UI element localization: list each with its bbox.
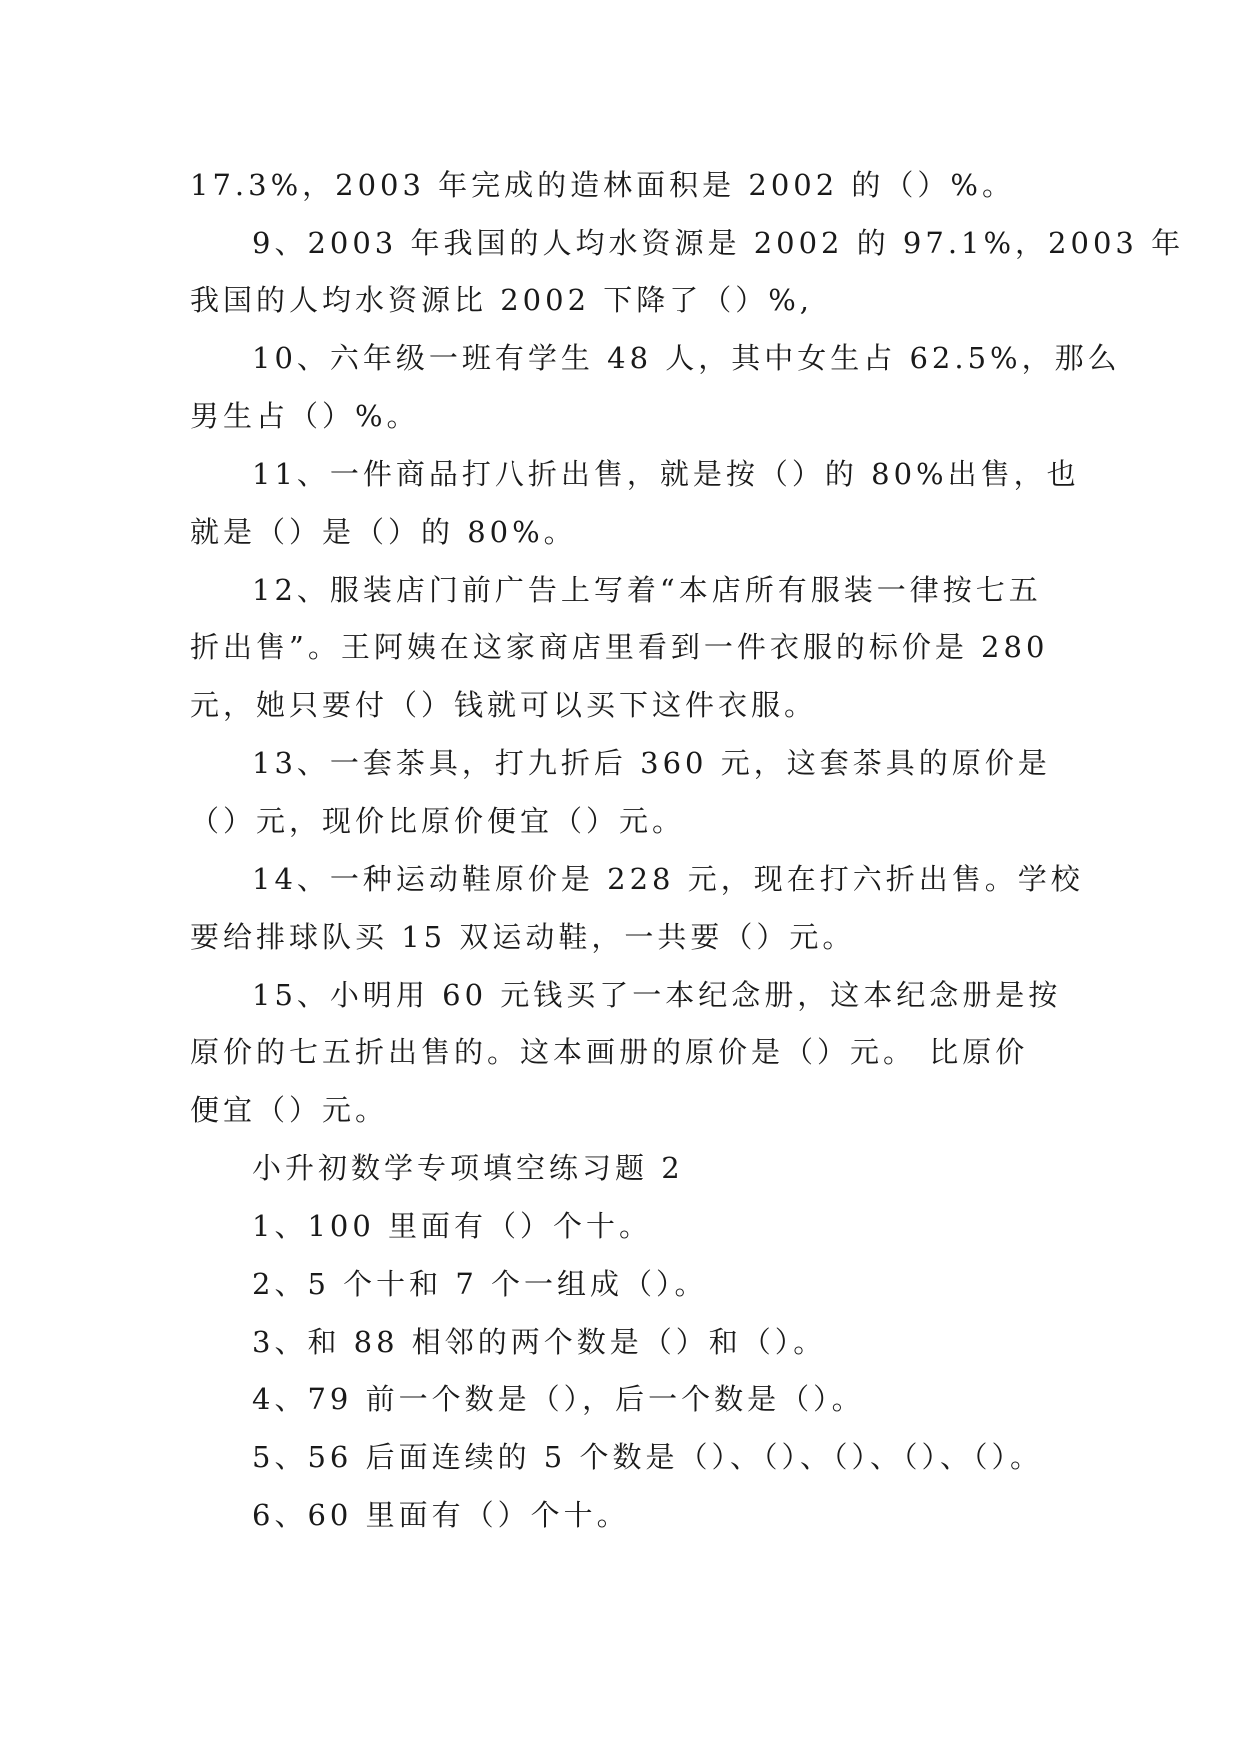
section-heading: 小升初数学专项填空练习题 2: [252, 1151, 684, 1185]
text-line: 2、5 个十和 7 个一组成（）。: [252, 1267, 708, 1301]
text-line: 4、79 前一个数是（），后一个数是（）。: [252, 1382, 865, 1416]
text-line: 我国的人均水资源比 2002 下降了（）%,: [190, 283, 814, 317]
text-line: 原价的七五折出售的。这本画册的原价是（）元。 比原价: [190, 1035, 1029, 1069]
text-line: 1、100 里面有（）个十。: [252, 1209, 653, 1243]
text-line: 5、56 后面连续的 5 个数是（）、（）、（）、（）、（）。: [252, 1440, 1043, 1474]
text-line: 元，她只要付（）钱就可以买下这件衣服。: [190, 688, 818, 722]
text-line: 14、一种运动鞋原价是 228 元，现在打六折出售。学校: [252, 862, 1084, 896]
text-line: 男生占（）%。: [190, 399, 420, 433]
text-line: 17.3%，2003 年完成的造林面积是 2002 的（）%。: [190, 168, 1015, 202]
text-line: 要给排球队买 15 双运动鞋，一共要（）元。: [190, 920, 856, 954]
text-line: 15、小明用 60 元钱买了一本纪念册，这本纪念册是按: [252, 978, 1062, 1012]
text-line: 13、一套茶具，打九折后 360 元，这套茶具的原价是: [252, 746, 1051, 780]
text-line: 10、六年级一班有学生 48 人，其中女生占 62.5%，那么: [252, 341, 1121, 375]
text-line: （）元，现价比原价便宜（）元。: [190, 804, 686, 838]
text-line: 折出售”。王阿姨在这家商店里看到一件衣服的标价是 280: [190, 630, 1049, 664]
text-line: 便宜（）元。: [190, 1093, 389, 1127]
text-line: 3、和 88 相邻的两个数是（）和（）。: [252, 1325, 827, 1359]
text-line: 9、2003 年我国的人均水资源是 2002 的 97.1%，2003 年: [252, 226, 1185, 260]
text-line: 就是（）是（）的 80%。: [190, 515, 577, 549]
text-line: 11、一件商品打八折出售，就是按（）的 80%出售，也: [252, 457, 1080, 491]
text-line: 12、服装店门前广告上写着“本店所有服装一律按七五: [252, 573, 1042, 607]
text-line: 6、60 里面有（）个十。: [252, 1498, 630, 1532]
